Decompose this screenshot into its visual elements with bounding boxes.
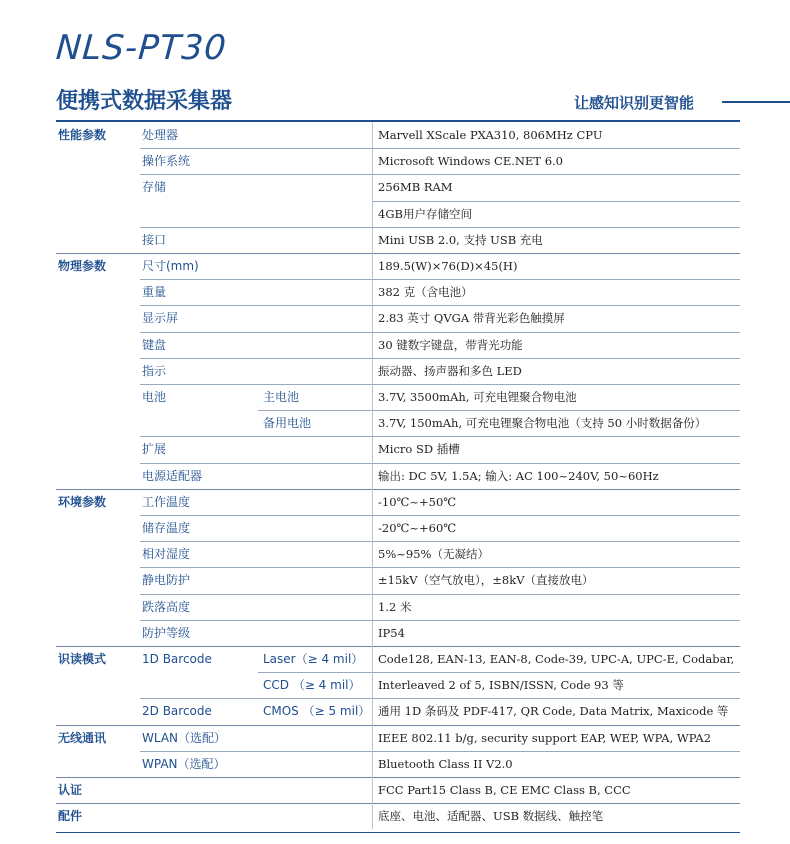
spec-item: 存储: [142, 180, 167, 195]
row-divider: [140, 515, 740, 516]
tagline: 让感知识别更智能: [573, 94, 694, 112]
spec-subitem: CMOS （≥ 5 mil）: [263, 704, 371, 719]
row-divider: [140, 174, 740, 175]
spec-item: 储存温度: [142, 521, 191, 535]
row-divider: [140, 751, 740, 752]
row-divider: [140, 279, 740, 280]
spec-subitem: 备用电池: [263, 416, 312, 431]
spec-item: 电池: [142, 390, 167, 404]
spec-value: Microsoft Windows CE.NET 6.0: [378, 154, 563, 169]
spec-subitem: CCD （≥ 4 mil）: [263, 678, 361, 693]
spec-value: Interleaved 2 of 5, ISBN/ISSN, Code 93 等: [378, 678, 624, 693]
spec-item: WPAN（选配）: [142, 756, 226, 771]
value-column-divider: [372, 122, 373, 829]
spec-item: 工作温度: [142, 494, 191, 509]
row-divider: [140, 463, 740, 464]
spec-value: 输出: DC 5V, 1.5A; 输入: AC 100~240V, 50~60Hz: [378, 468, 659, 483]
spec-value: -10℃~+50℃: [378, 494, 457, 509]
spec-value: 256MB RAM: [378, 180, 453, 195]
spec-item: 电源适配器: [142, 468, 203, 483]
spec-value: Marvell XScale PXA310, 806MHz CPU: [378, 128, 603, 142]
row-divider: [140, 148, 740, 149]
spec-value: IEEE 802.11 b/g, security support EAP, WEP, WPA, WPA2: [378, 730, 712, 745]
spec-value: 382 克（含电池）: [378, 285, 473, 300]
row-divider: [140, 620, 740, 621]
spec-item: 指示: [142, 363, 167, 378]
spec-item: WLAN（选配）: [142, 730, 227, 745]
row-divider: [140, 698, 740, 699]
row-divider: [140, 594, 740, 595]
row-divider: [258, 410, 740, 411]
table-bottom-rule: [56, 832, 740, 833]
product-subtitle: 便携式数据采集器: [56, 89, 233, 114]
spec-item: 重量: [142, 285, 167, 300]
spec-value: IP54: [378, 625, 405, 640]
row-divider: [56, 646, 740, 647]
row-divider: [372, 201, 740, 202]
row-divider: [140, 332, 740, 333]
row-divider: [140, 384, 740, 385]
spec-value: -20℃~+60℃: [378, 521, 457, 535]
spec-item: 跌落高度: [142, 599, 191, 614]
spec-value: Code128, EAN-13, EAN-8, Code-39, UPC-A, UPC-E, Codabar,: [378, 652, 735, 666]
spec-value: 3.7V, 150mAh, 可充电锂聚合物电池（支持 50 小时数据备份）: [378, 416, 707, 431]
row-divider: [56, 725, 740, 726]
spec-value: 3.7V, 3500mAh, 可充电锂聚合物电池: [378, 390, 577, 404]
row-divider: [140, 541, 740, 542]
spec-value: 189.5(W)×76(D)×45(H): [378, 259, 518, 273]
spec-value: 2.83 英寸 QVGA 带背光彩色触摸屏: [378, 311, 565, 326]
row-divider: [56, 253, 740, 254]
spec-item: 键盘: [142, 337, 167, 352]
row-divider: [140, 227, 740, 228]
spec-item: 静电防护: [142, 573, 191, 588]
spec-item: 处理器: [142, 128, 179, 142]
spec-subitem: 主电池: [263, 390, 300, 404]
spec-value: FCC Part15 Class B, CE EMC Class B, CCC: [378, 783, 631, 797]
spec-category: 物理参数: [58, 259, 107, 273]
spec-value: 5%~95%（无凝结）: [378, 547, 489, 562]
spec-item: 操作系统: [142, 154, 191, 169]
row-divider: [140, 358, 740, 359]
spec-category: 无线通讯: [58, 730, 107, 745]
spec-value: 通用 1D 条码及 PDF-417, QR Code, Data Matrix, Maxicode 等: [378, 704, 729, 719]
spec-item: 相对湿度: [142, 547, 191, 562]
spec-value: 1.2 米: [378, 599, 412, 614]
row-divider: [56, 777, 740, 778]
spec-category: 认证: [58, 783, 83, 797]
spec-value: 底座、电池、适配器、USB 数据线、触控笔: [378, 809, 604, 824]
spec-value: Micro SD 插槽: [378, 442, 460, 457]
model-title: NLS-PT30: [54, 28, 229, 68]
spec-subitem: Laser（≥ 4 mil）: [263, 652, 364, 666]
spec-value: 30 键数字键盘，带背光功能: [378, 337, 523, 352]
spec-item: 扩展: [142, 442, 167, 457]
spec-category: 配件: [58, 809, 83, 824]
spec-value: Mini USB 2.0, 支持 USB 充电: [378, 232, 543, 247]
spec-item: 接口: [142, 232, 167, 247]
spec-item: 显示屏: [142, 311, 179, 326]
spec-category: 识读模式: [58, 652, 107, 666]
spec-category: 性能参数: [58, 128, 107, 142]
spec-item: 尺寸(mm): [142, 259, 199, 273]
row-divider: [258, 672, 740, 673]
row-divider: [56, 489, 740, 490]
row-divider: [56, 803, 740, 804]
row-divider: [140, 567, 740, 568]
spec-value: 振动器、扬声器和多色 LED: [378, 363, 522, 378]
spec-value: Bluetooth Class II V2.0: [378, 756, 513, 771]
row-divider: [140, 436, 740, 437]
spec-category: 环境参数: [58, 494, 107, 509]
spec-item: 1D Barcode: [142, 652, 212, 666]
spec-item: 防护等级: [142, 625, 191, 640]
spec-item: 2D Barcode: [142, 704, 212, 719]
row-divider: [140, 305, 740, 306]
spec-value: 4GB用户存储空间: [378, 206, 472, 221]
spec-value: ±15kV（空气放电），±8kV（直接放电）: [378, 573, 594, 588]
